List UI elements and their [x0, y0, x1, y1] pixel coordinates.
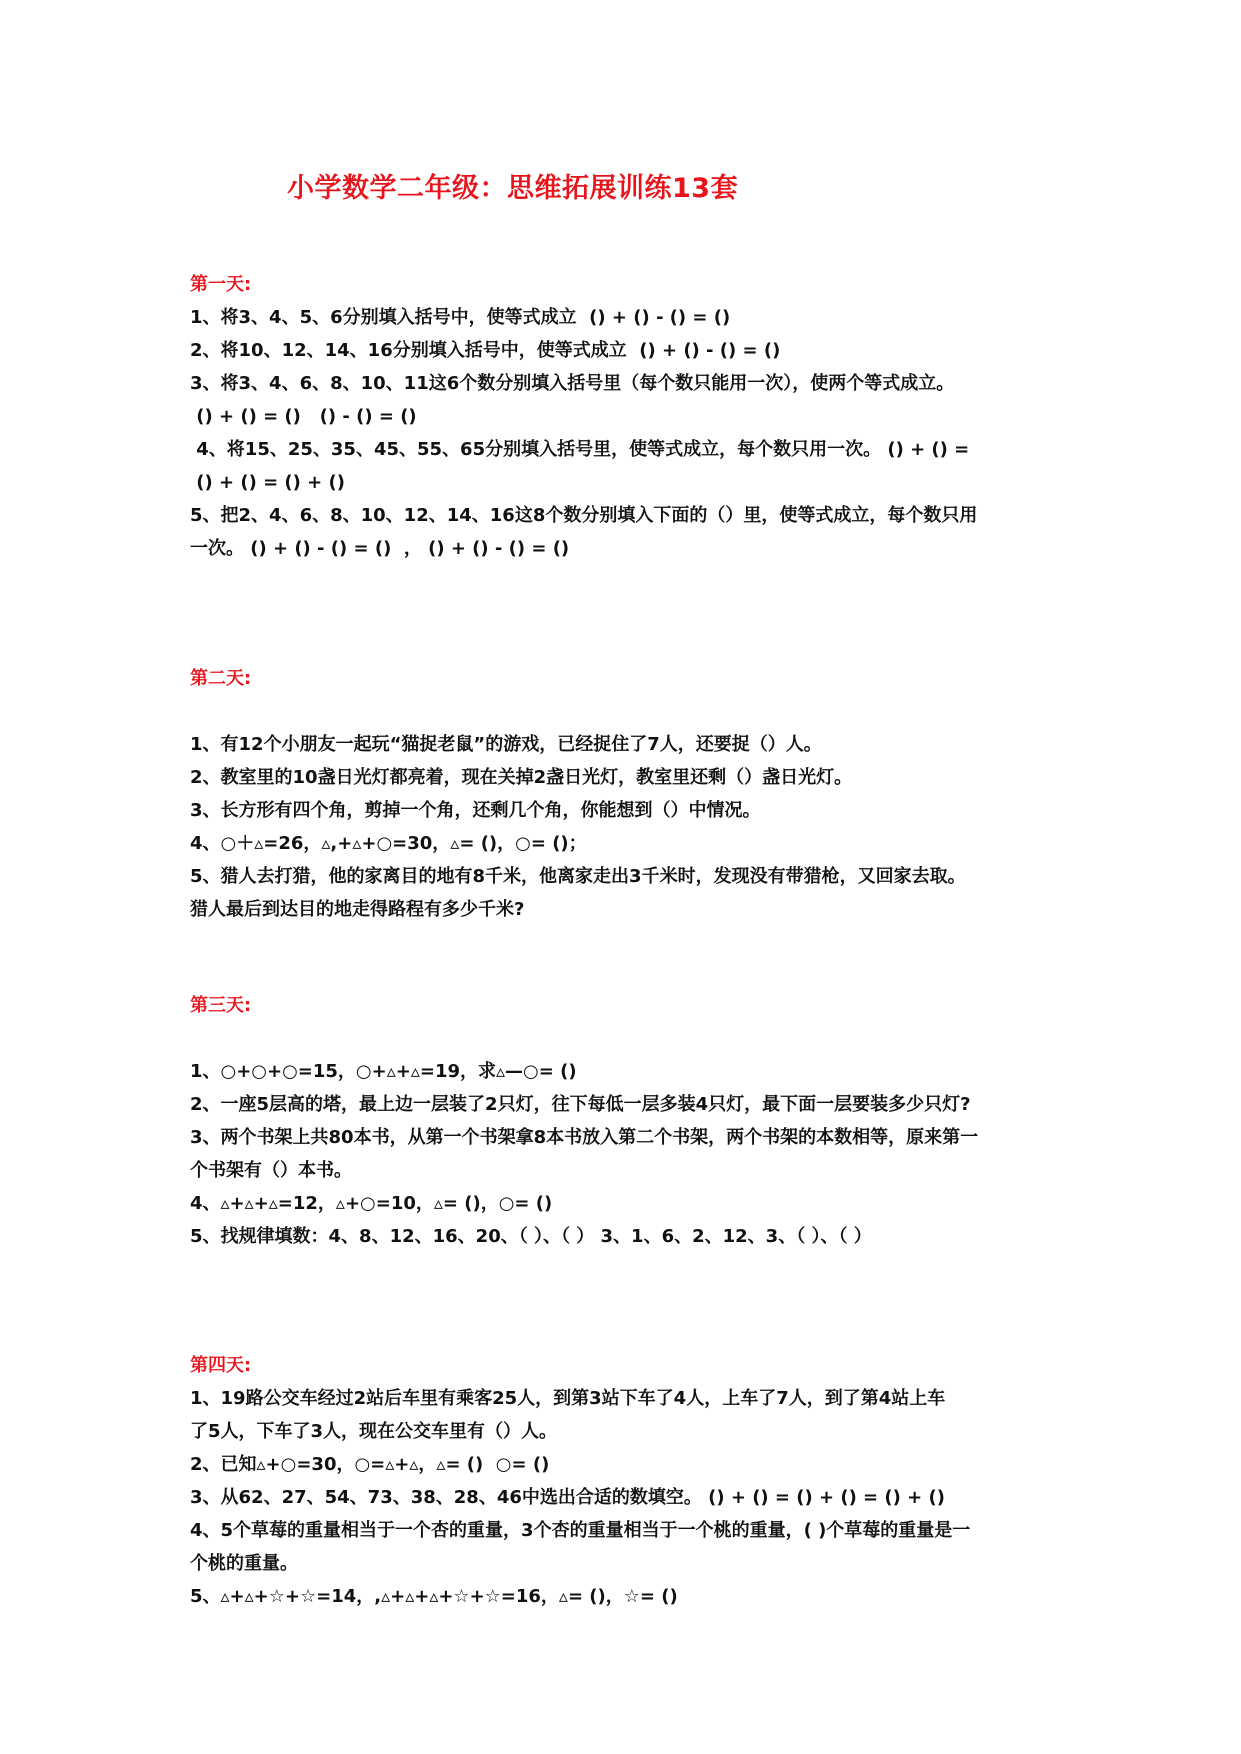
problem-line: 1、有12个小朋友一起玩“猫捉老鼠”的游戏，已经捉住了7人，还要捉（）人。 [190, 734, 822, 755]
day-4-section [190, 1349, 1070, 1613]
problem-line: 2、将10、12、14、16分别填入括号中，使等式成立 () + () - () = () [190, 340, 781, 361]
problem-line: 个书架有（）本书。 [190, 1160, 352, 1181]
document-title: 小学数学二年级：思维拓展训练13套 [287, 173, 739, 204]
problem-line: 5、▵+▵+☆+☆=14，,▵+▵+▵+☆+☆=16，▵= ()，☆= () [190, 1586, 678, 1607]
day-heading: 第四天: [190, 1355, 252, 1376]
problem-line: 5、找规律填数：4、8、12、16、20、（ ）、（ ） 3、1、6、2、12、3、（ ）、（ ） [190, 1226, 872, 1247]
problem-line: 个桃的重量。 [190, 1553, 298, 1574]
day-heading: 第二天: [190, 668, 252, 689]
problem-line: 1、○+○+○=15，○+▵+▵=19，求▵—○= () [190, 1061, 577, 1082]
problem-line: 2、教室里的10盏日光灯都亮着，现在关掉2盏日光灯，教室里还剩（）盏日光灯。 [190, 767, 853, 788]
problem-line: 一次。 () + () - () = () ， () + () - () = () [190, 538, 570, 559]
day-heading: 第三天: [190, 995, 252, 1016]
day-heading: 第一天: [190, 274, 252, 295]
problem-line: 猎人最后到达目的地走得路程有多少千米? [190, 899, 525, 920]
problem-line: 5、猎人去打猎，他的家离目的地有8千米，他离家走出3千米时，发现没有带猎枪，又回家去取。 [190, 866, 966, 887]
day-2-section [190, 662, 1070, 926]
day-1-section [190, 268, 1070, 565]
problem-line: 2、已知▵+○=30，○=▵+▵，▵= () ○= () [190, 1454, 550, 1475]
problem-line: 3、从62、27、54、73、38、28、46中选出合适的数填空。 () + () = () + () = () + () [190, 1487, 945, 1508]
day-3-section [190, 989, 1070, 1253]
problem-line: 4、▵+▵+▵=12，▵+○=10，▵= ()，○= () [190, 1193, 553, 1214]
problem-line: () + () = () + () [190, 472, 345, 493]
problem-line: 了5人，下车了3人，现在公交车里有（）人。 [190, 1421, 558, 1442]
problem-line: 1、19路公交车经过2站后车里有乘客25人，到第3站下车了4人，上车了7人，到了第4站上车 [190, 1388, 946, 1409]
problem-line: 3、将3、4、6、8、10、11这6个数分别填入括号里（每个数只能用一次），使两个等式成立。 [190, 373, 955, 394]
problem-line: 4、将15、25、35、45、55、65分别填入括号里，使等式成立，每个数只用一次。 () + () = [190, 439, 970, 460]
problem-line: 4、5个草莓的重量相当于一个杏的重量，3个杏的重量相当于一个桃的重量，( )个草莓的重量是一 [190, 1520, 971, 1541]
problem-line: 3、长方形有四个角，剪掉一个角，还剩几个角，你能想到（）中情况。 [190, 800, 761, 821]
problem-line: 5、把2、4、6、8、10、12、14、16这8个数分别填入下面的（）里，使等式成立，每个数只用 [190, 505, 978, 526]
problem-line: () + () = () () - () = () [190, 406, 417, 427]
problem-line: 1、将3、4、5、6分别填入括号中，使等式成立 () + () - () = () [190, 307, 731, 328]
problem-line: 3、两个书架上共80本书，从第一个书架拿8本书放入第二个书架，两个书架的本数相等，原来第一 [190, 1127, 979, 1148]
problem-line: 4、○＋▵=26，▵,+▵+○=30，▵= ()，○= ()； [190, 833, 587, 854]
problem-line: 2、一座5层高的塔，最上边一层装了2只灯，往下每低一层多装4只灯，最下面一层要装多少只灯? [190, 1094, 971, 1115]
